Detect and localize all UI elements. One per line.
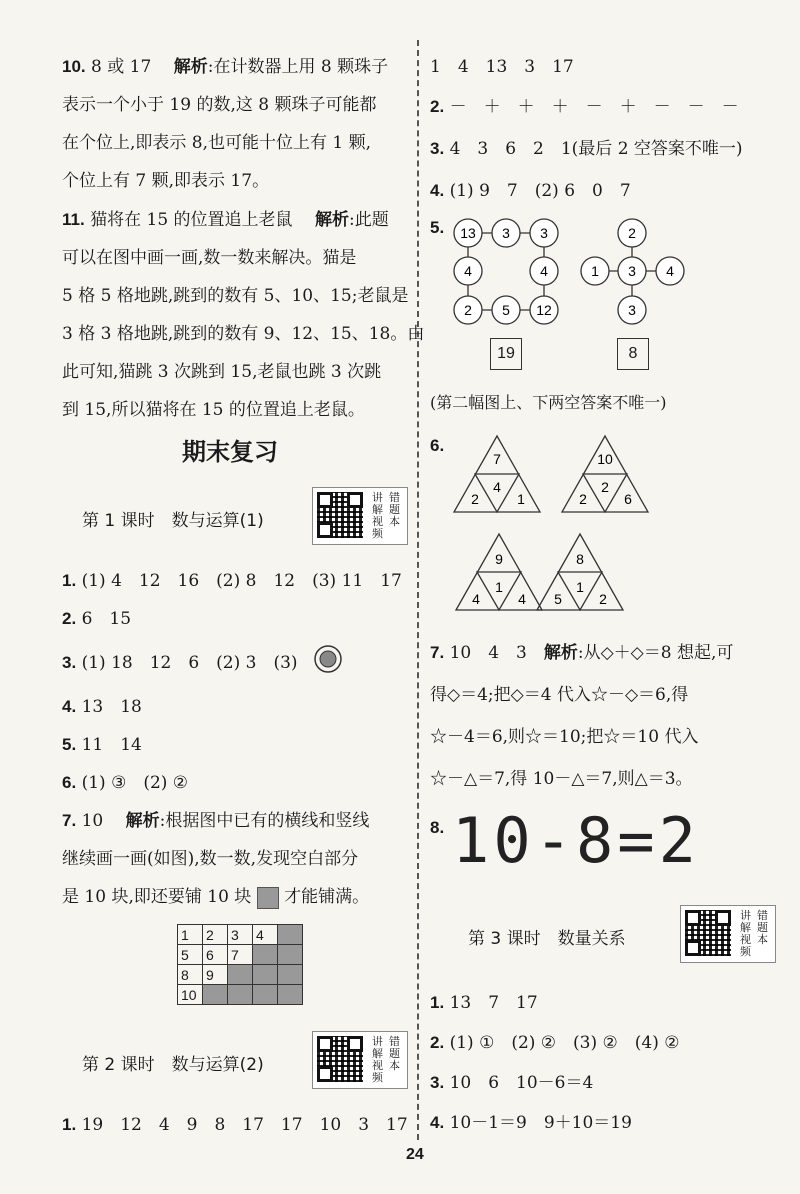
r7-line3: ☆－4＝6,则☆＝10;把☆＝10 代入 <box>430 727 699 747</box>
l1-item5: 5. 11 14 <box>62 735 142 755</box>
tri3-right: 4 <box>518 591 526 607</box>
fig2-c2: 1 <box>591 263 599 279</box>
q10-line1 <box>62 52 388 77</box>
q10-number: 10. <box>62 57 86 76</box>
lesson3-title: 第 3 课时 数量关系 <box>468 929 626 949</box>
q10-line4: 个位上有 7 颗,即表示 17。 <box>62 171 270 191</box>
tri4-right: 2 <box>599 591 607 607</box>
star-icon: ☆ <box>603 727 621 747</box>
l2-item1: 1. 19 12 4 9 8 17 17 10 3 17 <box>62 1115 408 1135</box>
l1-item3: 3. (1) 18 12 6 (2) 3 (3) <box>62 653 298 673</box>
page-number: 24 <box>406 1146 424 1163</box>
l3-item2: 2. (1) ① (2) ② (3) ② (4) ② <box>430 1033 680 1053</box>
qr-code-lesson1[interactable] <box>312 487 408 545</box>
l3-item1: 1. 13 7 17 <box>430 993 538 1013</box>
fig1-c4: 4 <box>464 263 472 279</box>
r7-line1: 7. 10 4 3 解析:从◇＋◇＝8 想起,可 <box>430 643 734 663</box>
r-item8-number: 8. <box>430 818 445 837</box>
r5-note: (第二幅图上、下两空答案不唯一) <box>430 393 667 412</box>
l1-q7-line3: 是 10 块,即还要铺 10 块 才能铺满。 <box>62 887 370 907</box>
qr-label-left: 讲 解 视 频 <box>740 909 751 958</box>
r7-line2: 得◇＝4;把◇＝4 代入☆－◇＝6,得 <box>430 685 689 705</box>
q7-analysis-label: 解析 <box>125 811 160 831</box>
tri1-right: 1 <box>517 491 525 507</box>
diamond-icon: ◇ <box>630 643 644 663</box>
section-title: 期末复习 <box>182 438 278 466</box>
l1-q7-line1: 7. 10 解析:根据图中已有的横线和竖线 <box>62 811 370 831</box>
tri4-center: 1 <box>576 579 584 595</box>
fig2-c5: 3 <box>628 302 636 318</box>
star-icon: ☆ <box>430 727 447 747</box>
tri2-right: 6 <box>624 491 632 507</box>
fig2-c1: 2 <box>628 225 636 241</box>
tri2-left: 2 <box>579 491 587 507</box>
gray-tile-icon <box>257 887 279 909</box>
q11-text: :此题 <box>348 210 389 230</box>
fig1-c1: 13 <box>460 225 476 241</box>
q11-line5: 此可知,猫跳 3 次跳到 15,老鼠也跳 3 次跳 <box>62 362 382 382</box>
l1-item4: 4. 13 18 <box>62 697 142 717</box>
qr-pattern <box>317 492 363 538</box>
l3-item3: 3. 10 6 10－6＝4 <box>430 1073 594 1093</box>
tri4-left: 5 <box>554 591 562 607</box>
circle-puzzle-figure <box>440 215 700 330</box>
star-icon: ☆ <box>430 769 447 789</box>
q10-line2: 表示一个小于 19 的数,这 8 颗珠子可能都 <box>62 95 377 115</box>
diamond-icon: ◇ <box>624 685 639 705</box>
r-item4: 4. (1) 9 7 (2) 6 0 7 <box>430 181 631 201</box>
q11-answer: 猫将在 15 的位置追上老鼠 <box>90 210 293 230</box>
r7-line4: ☆－△＝7,得 10－△＝7,则△＝3。 <box>430 769 693 789</box>
r-item6-number: 6. <box>430 436 445 455</box>
l1-item1: 1. (1) 4 12 16 (2) 8 12 (3) 11 17 <box>62 571 402 591</box>
q10-answer: 8 或 17 <box>91 57 152 77</box>
diamond-icon: ◇ <box>600 643 614 663</box>
r-line0: 1 4 13 3 17 <box>430 57 574 77</box>
q10-analysis-label: 解析 <box>173 57 208 77</box>
q11-line3: 5 格 5 格地跳,跳到的数有 5、10、15;老鼠是 <box>62 286 409 306</box>
tri2-center: 2 <box>601 479 609 495</box>
fig1-answer-box: 19 <box>490 338 522 370</box>
q11-line2: 可以在图中画一画,数一数来解决。猫是 <box>62 248 357 268</box>
tri2-top: 10 <box>597 451 613 467</box>
fig2-c3: 3 <box>628 263 636 279</box>
qr-pattern <box>685 910 731 956</box>
lesson1-title: 第 1 课时 数与运算(1) <box>82 511 264 531</box>
q11-number: 11. <box>62 210 85 229</box>
l1-q7-line2: 继续画一画(如图),数一数,发现空白部分 <box>62 849 359 869</box>
star-icon: ☆ <box>590 685 608 705</box>
qr-code-lesson3[interactable] <box>680 905 776 963</box>
tri3-center: 1 <box>495 579 503 595</box>
lesson2-title: 第 2 课时 数与运算(2) <box>82 1055 264 1075</box>
fig2-answer-box: 8 <box>617 338 649 370</box>
qr-label-right: 错 题 本 <box>389 491 400 528</box>
diamond-icon: ◇ <box>510 685 524 705</box>
matchstick-equation: 10-8=2 <box>452 804 700 877</box>
tri3-left: 4 <box>472 591 480 607</box>
tri3-top: 9 <box>495 551 503 567</box>
triangle-icon: △ <box>571 769 585 789</box>
fig2-c4: 4 <box>666 263 674 279</box>
tile-grid: 1 2 3 4 5 6 7 8 9 10 <box>177 924 303 1005</box>
fig1-c5: 4 <box>540 263 548 279</box>
fig1-c2: 3 <box>502 225 510 241</box>
fig1-c3: 3 <box>540 225 548 241</box>
fig1-c8: 12 <box>536 302 552 318</box>
tri1-left: 2 <box>471 491 479 507</box>
star-icon: ☆ <box>525 727 543 747</box>
triangle-icon: △ <box>464 769 478 789</box>
fig1-c6: 2 <box>464 302 472 318</box>
tri1-center: 4 <box>493 479 501 495</box>
qr-label-right: 错 题 本 <box>757 909 768 946</box>
r-item2: 2. － ＋ ＋ ＋ － ＋ － － － <box>430 97 739 117</box>
qr-code-lesson2[interactable] <box>312 1031 408 1089</box>
l3-item4: 4. 10－1＝9 9＋10＝19 <box>430 1113 632 1133</box>
qr-label-left: 讲 解 视 频 <box>372 491 383 540</box>
q10-text: :在计数器上用 8 颗珠子 <box>207 57 389 77</box>
r-item5-number: 5. <box>430 218 445 237</box>
qr-pattern <box>317 1036 363 1082</box>
tri4-top: 8 <box>576 551 584 567</box>
triangle-icon: △ <box>634 769 648 789</box>
qr-label-right: 错 题 本 <box>389 1035 400 1072</box>
r7-analysis-label: 解析 <box>543 643 578 663</box>
target-circle-icon <box>313 644 343 674</box>
q10-line3: 在个位上,即表示 8,也可能十位上有 1 颗, <box>62 133 372 153</box>
fig1-c7: 5 <box>502 302 510 318</box>
triangle-puzzles <box>450 432 650 618</box>
r-item3: 3. 4 3 6 2 1(最后 2 空答案不唯一) <box>430 139 743 159</box>
qr-label-left: 讲 解 视 频 <box>372 1035 383 1084</box>
column-divider <box>417 40 419 1140</box>
q11-analysis-label: 解析 <box>314 210 349 230</box>
q11-line6: 到 15,所以猫将在 15 的位置追上老鼠。 <box>62 400 365 420</box>
tri1-top: 7 <box>493 451 501 467</box>
l1-item6: 6. (1) ③ (2) ② <box>62 773 189 793</box>
l1-item2: 2. 6 15 <box>62 609 132 629</box>
diamond-icon: ◇ <box>447 685 461 705</box>
q11-line1 <box>62 205 389 230</box>
q11-line4: 3 格 3 格地跳,跳到的数有 9、12、15、18。由 <box>62 324 425 344</box>
